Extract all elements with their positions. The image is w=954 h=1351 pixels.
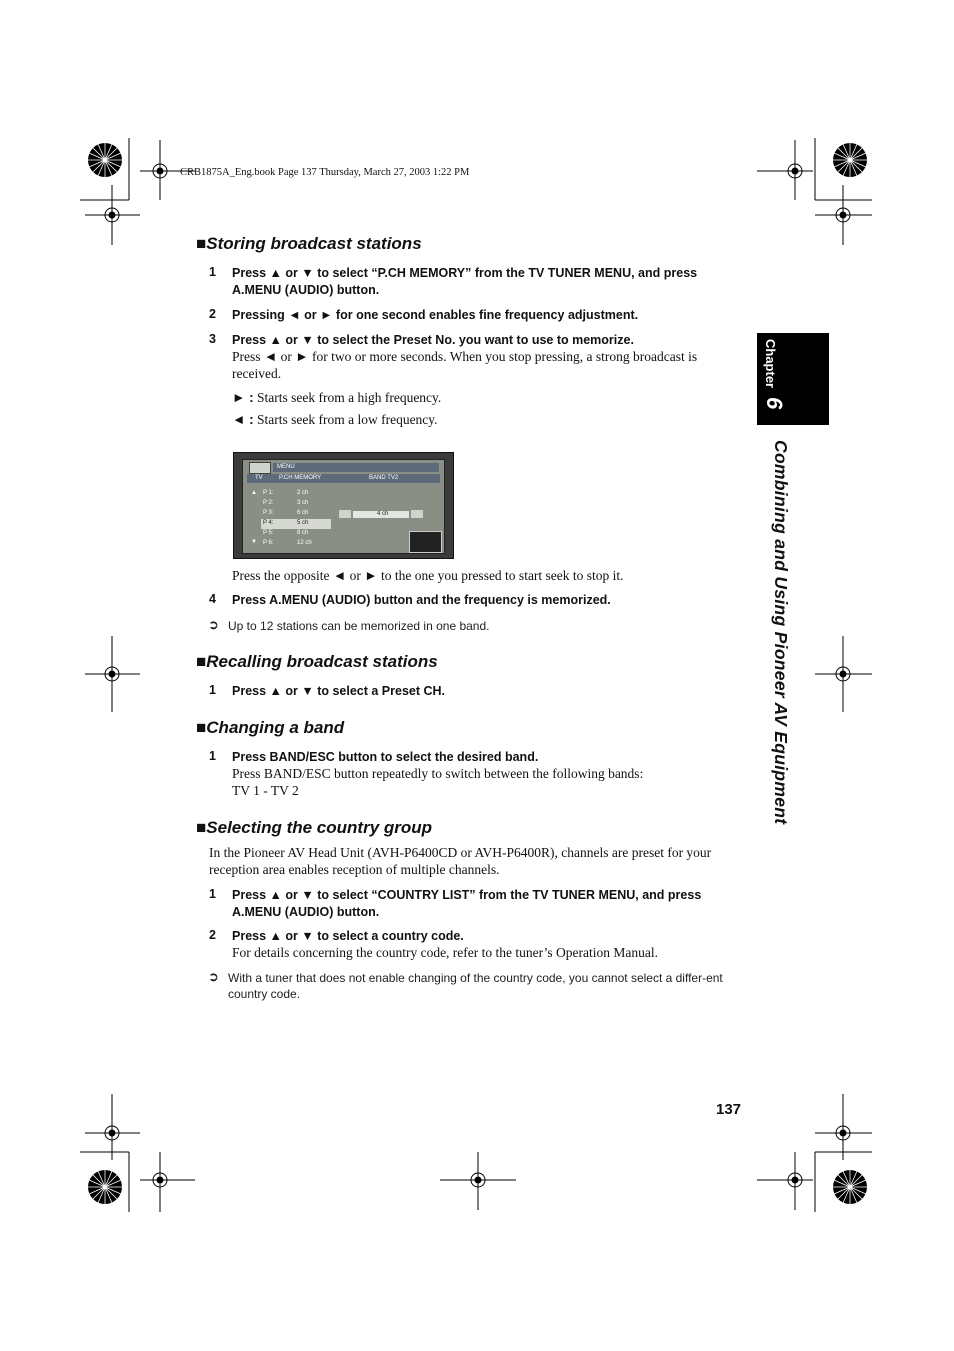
step-number: 3 xyxy=(209,332,216,346)
note-text: With a tuner that does not enable changing of the country code, you cannot select a differ-ent country code. xyxy=(228,971,723,1001)
step-number: 1 xyxy=(209,887,216,901)
preset-row-selected[interactable]: P 4: 5 ch xyxy=(261,519,331,529)
chapter-tab xyxy=(757,333,829,425)
after-screen-text: Press the opposite ◄ or ► to the one you pressed to start seek to stop it. xyxy=(232,568,624,583)
step-body: For details concerning the country code, refer to the tuner’s Operation Manual. xyxy=(232,945,658,960)
preset-row[interactable]: P 2: 3 ch xyxy=(263,500,309,506)
preset-row[interactable]: P 1: 2 ch xyxy=(263,490,309,496)
chapter-label: Chapter xyxy=(763,339,778,389)
step-text: Press ▲ or ▼ to select “COUNTRY LIST” from the TV TUNER MENU, and press A.MENU (AUDIO) button. xyxy=(232,888,702,919)
note-arrow-icon: ➲ xyxy=(208,617,219,632)
frequency-value: 4 ch xyxy=(377,511,389,517)
seek-high-line: ► : Starts seek from a high frequency. xyxy=(232,390,442,405)
title-bar xyxy=(247,474,440,483)
print-header: CRB1875A_Eng.book Page 137 Thursday, March 27, 2003 1:22 PM xyxy=(180,167,470,178)
step-text: Pressing ◄ or ► for one second enables fine frequency adjustment. xyxy=(232,308,639,322)
menu-bar xyxy=(273,463,439,472)
step-body: TV 1 - TV 2 xyxy=(232,783,299,798)
step-text: Press ▲ or ▼ to select the Preset No. you want to use to memorize. xyxy=(232,333,634,347)
note-arrow-icon: ➲ xyxy=(208,969,219,984)
step-text: Press ▲ or ▼ to select a country code. xyxy=(232,929,464,943)
step-text: Press ▲ or ▼ to select “P.CH MEMORY” from the TV TUNER MENU, and press A.MENU (AUDIO) button. xyxy=(232,266,698,297)
step-body: Press BAND/ESC button repeatedly to switch between the following bands: xyxy=(232,766,644,781)
step-text: Press ▲ or ▼ to select a Preset CH. xyxy=(232,684,446,698)
step-number: 4 xyxy=(209,592,216,606)
screen-menu-label: MENU xyxy=(277,464,295,470)
tv-tuner-screen xyxy=(233,452,454,559)
section-heading-storing: ■Storing broadcast stations xyxy=(196,234,422,253)
seek-right-button[interactable] xyxy=(411,510,423,518)
step-number: 2 xyxy=(209,928,216,942)
section-heading-recalling: ■Recalling broadcast stations xyxy=(196,652,438,671)
chapter-number: 6 xyxy=(762,397,787,410)
preset-row[interactable]: P 5: 8 ch xyxy=(263,530,309,536)
tv-icon xyxy=(249,462,271,474)
screen-title: P.CH MEMORY xyxy=(279,475,322,481)
step-number: 2 xyxy=(209,307,216,321)
scroll-down-icon: ▼ xyxy=(251,539,257,545)
step-number: 1 xyxy=(209,749,216,763)
section-heading-band: ■Changing a band xyxy=(196,718,345,737)
preset-row[interactable]: P 6: 12 ch xyxy=(263,540,312,546)
note-text: Up to 12 stations can be memorized in one band. xyxy=(228,619,490,633)
joystick-panel xyxy=(409,531,442,553)
chapter-title: Combining and Using Pioneer AV Equipment xyxy=(771,440,791,825)
screen-band: BAND TV2 xyxy=(369,475,399,481)
step-text: Press BAND/ESC button to select the desired band. xyxy=(232,750,539,764)
screen-tv-label: TV xyxy=(255,475,263,481)
step-text: Press A.MENU (AUDIO) button and the frequency is memorized. xyxy=(232,593,611,607)
step-body: Press ◄ or ► for two or more seconds. When you stop pressing, a strong broadcast is received. xyxy=(232,349,698,381)
page-number: 137 xyxy=(716,1101,742,1118)
intro-text: In the Pioneer AV Head Unit (AVH-P6400CD or AVH-P6400R), channels are preset for your reception area enables reception of multiple channels. xyxy=(209,845,712,877)
preset-list xyxy=(261,489,331,551)
section-heading-country: ■Selecting the country group xyxy=(196,818,433,837)
seek-left-button[interactable] xyxy=(339,510,351,518)
preset-row[interactable]: P 3: 6 ch xyxy=(263,510,309,516)
step-number: 1 xyxy=(209,265,216,279)
step-number: 1 xyxy=(209,683,216,697)
scroll-up-icon: ▲ xyxy=(251,490,257,496)
seek-low-line: ◄ : Starts seek from a low frequency. xyxy=(232,412,438,427)
